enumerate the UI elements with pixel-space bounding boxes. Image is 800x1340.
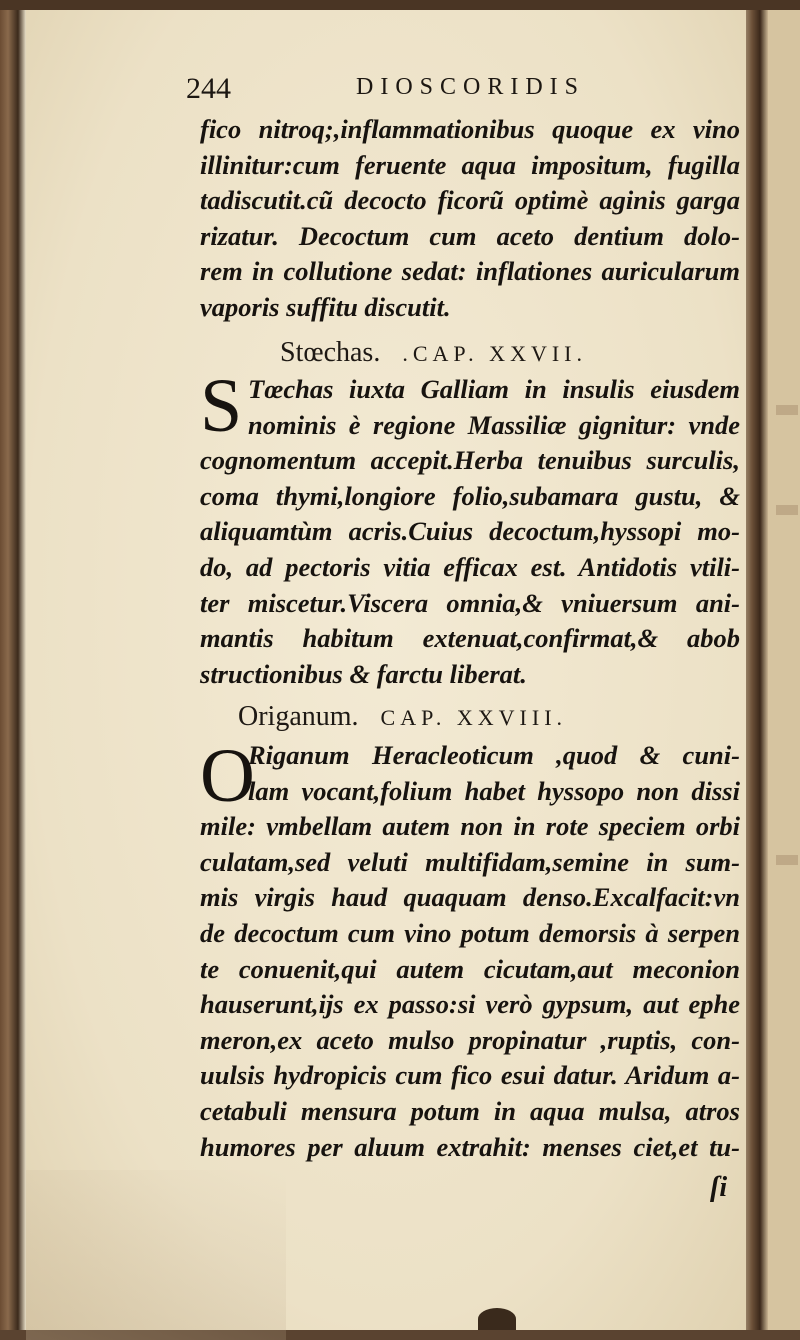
text-line: te conuenit,qui autem cicutam,aut meconion xyxy=(200,953,740,984)
drop-cap: O xyxy=(200,734,255,818)
text-line: mantis habitum extenuat,confirmat,& abob xyxy=(200,623,740,654)
text-line: meron,ex aceto mulso propinatur ,ruptis, con- xyxy=(200,1024,740,1055)
text-line: nominis è regione Massiliæ gignitur: vnde xyxy=(248,409,740,440)
chapter-title: Stœchas. xyxy=(280,337,381,368)
text-line: rem in collutione sedat: inflationes auricularum xyxy=(200,256,740,287)
text-line: tadiscutit.cũ decocto ficorũ optimè aginis garga xyxy=(200,185,740,216)
text-line: rizatur. Decoctum cum aceto dentium dolo- xyxy=(200,220,740,251)
text-line: coma thymi,longiore folio,subamara gustu, & xyxy=(200,480,740,511)
chapter-heading xyxy=(280,332,800,372)
chapter-body xyxy=(200,372,740,692)
text-line: Riganum Heracleoticum ,quod & cuni- xyxy=(248,740,740,770)
text-line: humores per aluum extrahit: menses ciet,et tu- xyxy=(200,1131,740,1162)
text-line: lam vocant,folium habet hyssopo non dissi xyxy=(248,775,740,806)
text-line: culatam,sed veluti multifidam,semine in sum- xyxy=(200,846,740,877)
text-line: cetabuli mensura potum in aqua mulsa, atros xyxy=(200,1095,740,1126)
page-number: 244 xyxy=(186,72,231,105)
next-page-edge xyxy=(768,10,800,1330)
ornament-icon xyxy=(478,1308,516,1330)
text-line: vaporis suffitu discutit. xyxy=(200,291,451,322)
binding-edge xyxy=(0,0,800,10)
text-line: structionibus & farctu liberat. xyxy=(200,658,527,689)
chapter-number: .CAP. XXVII. xyxy=(402,341,588,366)
text-line: do, ad pectoris vitia efficax est. Antidotis vtili- xyxy=(200,551,740,582)
page-stain xyxy=(26,1170,286,1340)
text-line: Tœchas iuxta Galliam in insulis eiusdem xyxy=(248,374,740,404)
chapter-title: Origanum. xyxy=(238,701,359,732)
chapter-heading xyxy=(238,696,778,736)
text-line: de decoctum cum vino potum demorsis à serpen xyxy=(200,917,740,948)
text-line: illinitur:cum feruente aqua impositum, fugilla xyxy=(200,149,740,180)
text-line: hauserunt,ijs ex passo:si verò gypsum, aut ephe xyxy=(200,989,740,1020)
text-line: cognomentum accepit.Herba tenuibus surculis, xyxy=(200,445,740,476)
text-line: mile: vmbellam autem non in rote speciem orbi xyxy=(200,811,740,842)
running-head: DIOSCORIDIS xyxy=(356,74,586,100)
text-line: ter miscetur.Viscera omnia,& vniuersum ani- xyxy=(200,587,740,618)
page-header xyxy=(186,72,746,112)
text-line: uulsis hydropicis cum fico esui datur. Aridum a- xyxy=(200,1060,740,1091)
catchword: ſi xyxy=(710,1172,728,1203)
chapter-number: CAP. XXVIII. xyxy=(380,705,568,730)
intro-paragraph xyxy=(200,112,740,326)
text-line: fico nitroq;,inflammationibus quoque ex vino xyxy=(200,114,740,144)
drop-cap: S xyxy=(200,364,243,448)
bleed-mark xyxy=(776,505,798,515)
text-line: mis virgis haud quaquam denso.Excalfacit:vn xyxy=(200,882,740,913)
chapter-body xyxy=(200,734,740,1165)
bleed-mark xyxy=(776,405,798,415)
text-line: aliquamtùm acris.Cuius decoctum,hyssopi mo- xyxy=(200,516,740,547)
bleed-mark xyxy=(776,855,798,865)
